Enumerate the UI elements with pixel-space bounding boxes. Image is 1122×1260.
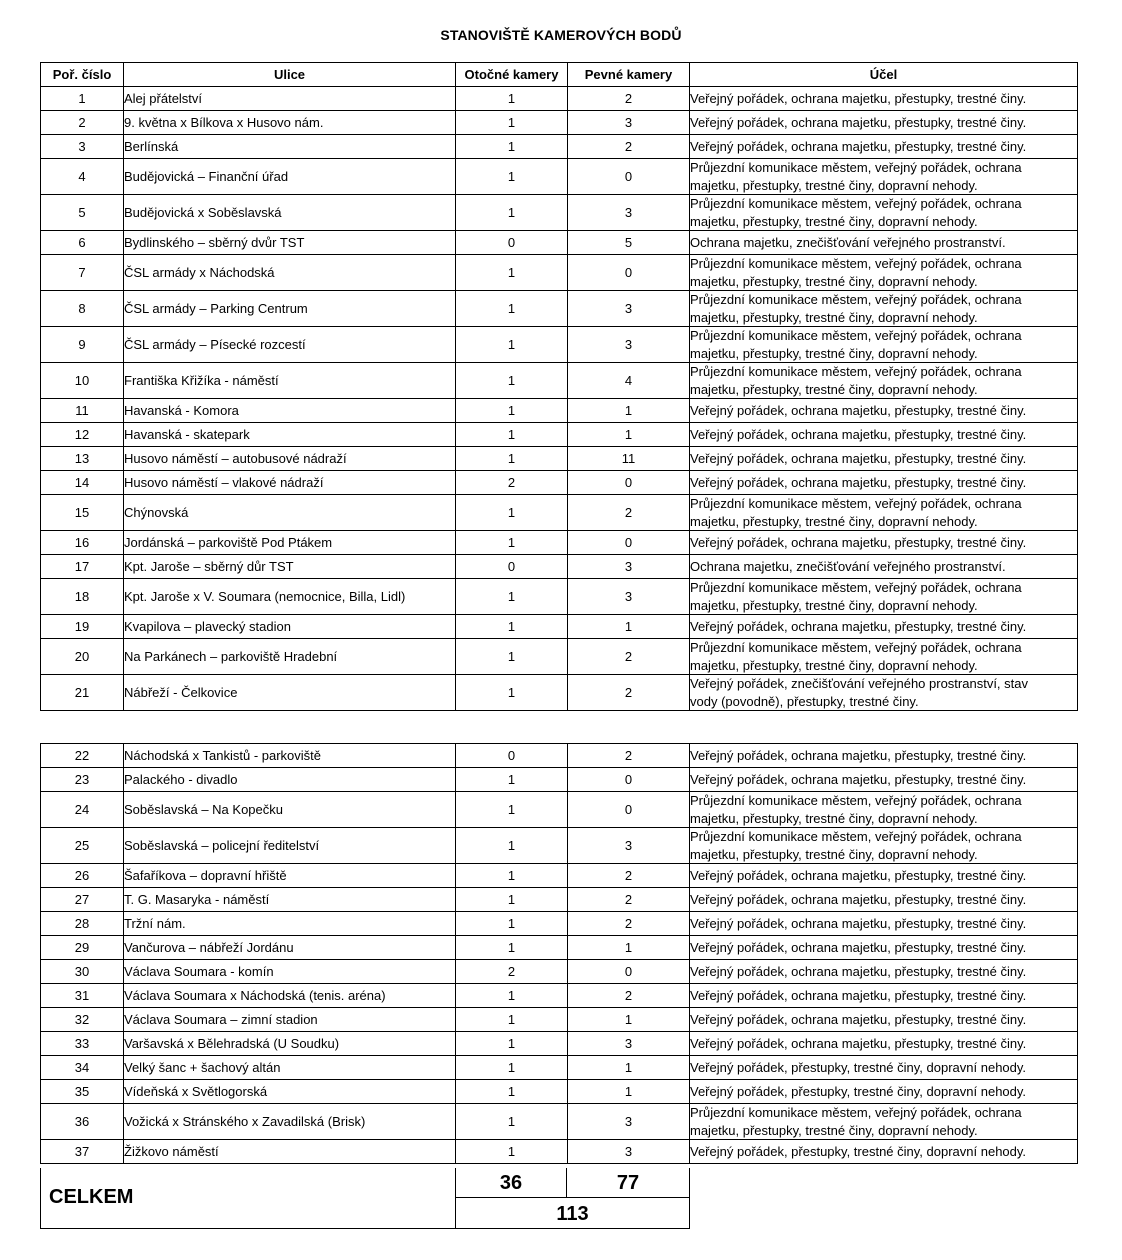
row-purpose: [690, 984, 1078, 1008]
row-fixed-cameras: 0: [568, 768, 690, 792]
row-street: Františka Křižíka - náměstí: [124, 363, 456, 399]
row-purpose: [690, 615, 1078, 639]
row-purpose: [690, 447, 1078, 471]
row-rotating-cameras: 1: [456, 495, 568, 531]
row-fixed-cameras: 2: [568, 675, 690, 711]
row-number: 30: [41, 960, 124, 984]
row-purpose: [690, 1104, 1078, 1140]
table-row: [41, 327, 1078, 363]
purpose-line: Veřejný pořádek, ochrana majetku, přestupky, trestné činy.: [690, 534, 1027, 550]
row-fixed-cameras: 3: [568, 828, 690, 864]
purpose-line: Průjezdní komunikace městem, veřejný pořádek, ochrana: [690, 364, 1022, 379]
row-rotating-cameras: 1: [456, 864, 568, 888]
purpose-line: Veřejný pořádek, ochrana majetku, přestupky, trestné činy.: [690, 138, 1027, 154]
row-number: 26: [41, 864, 124, 888]
row-rotating-cameras: 1: [456, 936, 568, 960]
row-fixed-cameras: 3: [568, 291, 690, 327]
row-number: 1: [41, 87, 124, 111]
row-fixed-cameras: 3: [568, 1104, 690, 1140]
row-rotating-cameras: 1: [456, 1140, 568, 1164]
row-street: Kpt. Jaroše x V. Soumara (nemocnice, Billa, Lidl): [124, 579, 456, 615]
row-street: Husovo náměstí – vlakové nádraží: [124, 471, 456, 495]
table-row: [41, 555, 1078, 579]
row-number: 25: [41, 828, 124, 864]
table-row: [41, 615, 1078, 639]
table-row: [41, 471, 1078, 495]
row-purpose: [690, 912, 1078, 936]
row-number: 14: [41, 471, 124, 495]
document-title: STANOVIŠTĚ KAMEROVÝCH BODŮ: [440, 27, 682, 43]
purpose-line: Průjezdní komunikace městem, veřejný pořádek, ochrana: [690, 196, 1022, 211]
table-row: [41, 792, 1078, 828]
table-row: [41, 195, 1078, 231]
total-fixed: 77: [566, 1168, 690, 1198]
table-row: [41, 579, 1078, 615]
row-purpose: [690, 1140, 1078, 1164]
row-number: 29: [41, 936, 124, 960]
row-rotating-cameras: 1: [456, 888, 568, 912]
row-rotating-cameras: 1: [456, 255, 568, 291]
table-row: [41, 399, 1078, 423]
row-rotating-cameras: 1: [456, 531, 568, 555]
row-rotating-cameras: 1: [456, 195, 568, 231]
row-street: Havanská - Komora: [124, 399, 456, 423]
row-number: 19: [41, 615, 124, 639]
row-rotating-cameras: 2: [456, 960, 568, 984]
row-purpose: [690, 195, 1078, 231]
purpose-line: Ochrana majetku, znečišťování veřejného prostranství.: [690, 234, 1006, 250]
row-rotating-cameras: 1: [456, 579, 568, 615]
row-street: Husovo náměstí – autobusové nádraží: [124, 447, 456, 471]
row-purpose: [690, 960, 1078, 984]
table-header-row: [41, 63, 1078, 87]
row-rotating-cameras: 1: [456, 1056, 568, 1080]
row-fixed-cameras: 3: [568, 195, 690, 231]
row-rotating-cameras: 1: [456, 423, 568, 447]
row-rotating-cameras: 1: [456, 828, 568, 864]
row-purpose: [690, 888, 1078, 912]
row-purpose: [690, 555, 1078, 579]
row-purpose: [690, 1080, 1078, 1104]
row-fixed-cameras: 11: [568, 447, 690, 471]
row-fixed-cameras: 2: [568, 744, 690, 768]
row-street: 9. května x Bílkova x Husovo nám.: [124, 111, 456, 135]
table-row: [41, 828, 1078, 864]
purpose-line: Veřejný pořádek, ochrana majetku, přestupky, trestné činy.: [690, 474, 1027, 490]
row-rotating-cameras: 1: [456, 327, 568, 363]
row-fixed-cameras: 1: [568, 615, 690, 639]
row-rotating-cameras: 1: [456, 615, 568, 639]
row-purpose: [690, 255, 1078, 291]
table-row: [41, 423, 1078, 447]
table-row: [41, 291, 1078, 327]
camera-table-part-2: [40, 743, 1078, 1164]
row-fixed-cameras: 2: [568, 495, 690, 531]
table-row: [41, 1080, 1078, 1104]
row-fixed-cameras: 2: [568, 135, 690, 159]
row-number: 33: [41, 1032, 124, 1056]
table-row: [41, 447, 1078, 471]
header-fixed: Pevné kamery: [568, 63, 690, 87]
row-street: Budějovická x Soběslavská: [124, 195, 456, 231]
table-row: [41, 135, 1078, 159]
row-number: 22: [41, 744, 124, 768]
purpose-line: Veřejný pořádek, ochrana majetku, přestupky, trestné činy.: [690, 915, 1027, 931]
row-street: ČSL armády – Parking Centrum: [124, 291, 456, 327]
table-row: [41, 675, 1078, 711]
row-street: Žižkovo náměstí: [124, 1140, 456, 1164]
row-purpose: [690, 639, 1078, 675]
row-street: T. G. Masaryka - náměstí: [124, 888, 456, 912]
table-row: [41, 1056, 1078, 1080]
purpose-line: Veřejný pořádek, ochrana majetku, přestupky, trestné činy.: [690, 963, 1027, 979]
row-rotating-cameras: 1: [456, 984, 568, 1008]
purpose-line: Průjezdní komunikace městem, veřejný pořádek, ochrana: [690, 640, 1022, 655]
table-row: [41, 1008, 1078, 1032]
row-street: Náchodská x Tankistů - parkoviště: [124, 744, 456, 768]
row-number: 6: [41, 231, 124, 255]
purpose-line: Průjezdní komunikace městem, veřejný pořádek, ochrana: [690, 580, 1022, 595]
row-number: 24: [41, 792, 124, 828]
row-rotating-cameras: 0: [456, 555, 568, 579]
row-rotating-cameras: 1: [456, 792, 568, 828]
row-rotating-cameras: 1: [456, 768, 568, 792]
row-number: 35: [41, 1080, 124, 1104]
purpose-line: Průjezdní komunikace městem, veřejný pořádek, ochrana: [690, 328, 1022, 343]
row-rotating-cameras: 1: [456, 363, 568, 399]
row-rotating-cameras: 1: [456, 1008, 568, 1032]
purpose-line: majetku, přestupky, trestné činy, dopravní nehody.: [690, 177, 978, 193]
purpose-line: majetku, přestupky, trestné činy, dopravní nehody.: [690, 1122, 978, 1138]
row-rotating-cameras: 1: [456, 399, 568, 423]
row-purpose: [690, 1032, 1078, 1056]
row-number: 36: [41, 1104, 124, 1140]
purpose-line: Ochrana majetku, znečišťování veřejného prostranství.: [690, 558, 1006, 574]
purpose-line: Veřejný pořádek, ochrana majetku, přestupky, trestné činy.: [690, 771, 1027, 787]
row-purpose: [690, 936, 1078, 960]
row-purpose: [690, 579, 1078, 615]
row-street: Budějovická – Finanční úřad: [124, 159, 456, 195]
purpose-line: majetku, přestupky, trestné činy, dopravní nehody.: [690, 345, 978, 361]
purpose-line: majetku, přestupky, trestné činy, dopravní nehody.: [690, 381, 978, 397]
row-purpose: [690, 231, 1078, 255]
row-number: 32: [41, 1008, 124, 1032]
purpose-line: majetku, přestupky, trestné činy, dopravní nehody.: [690, 513, 978, 529]
row-street: Velký šanc + šachový altán: [124, 1056, 456, 1080]
row-fixed-cameras: 1: [568, 399, 690, 423]
row-purpose: [690, 675, 1078, 711]
row-number: 31: [41, 984, 124, 1008]
row-number: 28: [41, 912, 124, 936]
row-purpose: [690, 768, 1078, 792]
row-number: 7: [41, 255, 124, 291]
row-rotating-cameras: 1: [456, 447, 568, 471]
row-number: 11: [41, 399, 124, 423]
row-fixed-cameras: 1: [568, 1080, 690, 1104]
camera-table-part-1: [40, 62, 1078, 711]
row-rotating-cameras: 1: [456, 639, 568, 675]
row-number: 15: [41, 495, 124, 531]
row-street: Palackého - divadlo: [124, 768, 456, 792]
row-street: Havanská - skatepark: [124, 423, 456, 447]
row-street: Kpt. Jaroše – sběrný důr TST: [124, 555, 456, 579]
totals-section: [40, 1168, 690, 1229]
row-rotating-cameras: 1: [456, 87, 568, 111]
header-street: Ulice: [124, 63, 456, 87]
row-street: ČSL armády x Náchodská: [124, 255, 456, 291]
purpose-line: majetku, přestupky, trestné činy, dopravní nehody.: [690, 213, 978, 229]
row-street: Vančurova – nábřeží Jordánu: [124, 936, 456, 960]
purpose-line: Průjezdní komunikace městem, veřejný pořádek, ochrana: [690, 829, 1022, 844]
row-number: 2: [41, 111, 124, 135]
row-purpose: [690, 135, 1078, 159]
purpose-line: vody (povodně), přestupky, trestné činy.: [690, 693, 919, 709]
purpose-line: majetku, přestupky, trestné činy, dopravní nehody.: [690, 810, 978, 826]
row-fixed-cameras: 0: [568, 255, 690, 291]
row-fixed-cameras: 3: [568, 579, 690, 615]
row-street: Václava Soumara - komín: [124, 960, 456, 984]
purpose-line: Veřejný pořádek, ochrana majetku, přestupky, trestné činy.: [690, 450, 1027, 466]
row-fixed-cameras: 0: [568, 792, 690, 828]
table-row: [41, 639, 1078, 675]
purpose-line: Průjezdní komunikace městem, veřejný pořádek, ochrana: [690, 292, 1022, 307]
header-number: Poř. číslo: [41, 63, 124, 87]
row-number: 34: [41, 1056, 124, 1080]
row-fixed-cameras: 0: [568, 159, 690, 195]
purpose-line: majetku, přestupky, trestné činy, dopravní nehody.: [690, 597, 978, 613]
table-row: [41, 159, 1078, 195]
row-street: ČSL armády – Písecké rozcestí: [124, 327, 456, 363]
table-row: [41, 936, 1078, 960]
purpose-line: Průjezdní komunikace městem, veřejný pořádek, ochrana: [690, 793, 1022, 808]
row-fixed-cameras: 2: [568, 888, 690, 912]
row-fixed-cameras: 2: [568, 984, 690, 1008]
row-number: 10: [41, 363, 124, 399]
purpose-line: Veřejný pořádek, ochrana majetku, přestupky, trestné činy.: [690, 939, 1027, 955]
purpose-line: Veřejný pořádek, ochrana majetku, přestupky, trestné činy.: [690, 426, 1027, 442]
purpose-line: Veřejný pořádek, ochrana majetku, přestupky, trestné činy.: [690, 891, 1027, 907]
purpose-line: Veřejný pořádek, ochrana majetku, přestupky, trestné činy.: [690, 90, 1027, 106]
row-rotating-cameras: 1: [456, 912, 568, 936]
row-fixed-cameras: 2: [568, 87, 690, 111]
row-purpose: [690, 159, 1078, 195]
table-row: [41, 984, 1078, 1008]
table-row: [41, 255, 1078, 291]
row-street: Vožická x Stránského x Zavadilská (Brisk): [124, 1104, 456, 1140]
row-fixed-cameras: 3: [568, 1140, 690, 1164]
purpose-line: Veřejný pořádek, znečišťování veřejného prostranství, stav: [690, 676, 1028, 691]
row-number: 18: [41, 579, 124, 615]
row-purpose: [690, 864, 1078, 888]
row-street: Václava Soumara x Náchodská (tenis. aréna): [124, 984, 456, 1008]
row-fixed-cameras: 0: [568, 471, 690, 495]
purpose-line: Veřejný pořádek, přestupky, trestné činy, dopravní nehody.: [690, 1143, 1027, 1159]
row-fixed-cameras: 0: [568, 960, 690, 984]
row-street: Soběslavská – policejní ředitelství: [124, 828, 456, 864]
row-rotating-cameras: 0: [456, 744, 568, 768]
row-rotating-cameras: 1: [456, 111, 568, 135]
row-fixed-cameras: 1: [568, 423, 690, 447]
row-purpose: [690, 792, 1078, 828]
purpose-line: majetku, přestupky, trestné činy, dopravní nehody.: [690, 657, 978, 673]
row-purpose: [690, 744, 1078, 768]
row-number: 16: [41, 531, 124, 555]
purpose-line: Veřejný pořádek, ochrana majetku, přestupky, trestné činy.: [690, 867, 1027, 883]
row-street: Berlínská: [124, 135, 456, 159]
row-number: 23: [41, 768, 124, 792]
purpose-line: Veřejný pořádek, ochrana majetku, přestupky, trestné činy.: [690, 402, 1027, 418]
row-street: Soběslavská – Na Kopečku: [124, 792, 456, 828]
total-all-cameras: 113: [455, 1197, 690, 1229]
purpose-line: Průjezdní komunikace městem, veřejný pořádek, ochrana: [690, 1105, 1022, 1120]
row-street: Na Parkánech – parkoviště Hradební: [124, 639, 456, 675]
row-fixed-cameras: 1: [568, 936, 690, 960]
row-fixed-cameras: 0: [568, 531, 690, 555]
table-row: [41, 912, 1078, 936]
row-fixed-cameras: 2: [568, 864, 690, 888]
row-number: 20: [41, 639, 124, 675]
table-row: [41, 531, 1078, 555]
row-number: 4: [41, 159, 124, 195]
purpose-line: Veřejný pořádek, ochrana majetku, přestupky, trestné činy.: [690, 114, 1027, 130]
header-rotating: Otočné kamery: [456, 63, 568, 87]
row-rotating-cameras: 0: [456, 231, 568, 255]
total-rotating: 36: [455, 1168, 567, 1198]
row-number: 3: [41, 135, 124, 159]
row-purpose: [690, 87, 1078, 111]
row-purpose: [690, 531, 1078, 555]
purpose-line: majetku, přestupky, trestné činy, dopravní nehody.: [690, 846, 978, 862]
row-purpose: [690, 399, 1078, 423]
table-row: [41, 363, 1078, 399]
row-street: Václava Soumara – zimní stadion: [124, 1008, 456, 1032]
table-row: [41, 744, 1078, 768]
row-fixed-cameras: 1: [568, 1008, 690, 1032]
totals-label: CELKEM: [49, 1186, 134, 1208]
row-number: 5: [41, 195, 124, 231]
row-rotating-cameras: 2: [456, 471, 568, 495]
row-rotating-cameras: 1: [456, 675, 568, 711]
row-number: 13: [41, 447, 124, 471]
row-purpose: [690, 363, 1078, 399]
purpose-line: Veřejný pořádek, ochrana majetku, přestupky, trestné činy.: [690, 1035, 1027, 1051]
purpose-line: Veřejný pořádek, ochrana majetku, přestupky, trestné činy.: [690, 618, 1027, 634]
purpose-line: majetku, přestupky, trestné činy, dopravní nehody.: [690, 309, 978, 325]
row-rotating-cameras: 1: [456, 291, 568, 327]
row-street: Šafaříkova – dopravní hřiště: [124, 864, 456, 888]
table-row: [41, 231, 1078, 255]
row-purpose: [690, 828, 1078, 864]
row-street: Bydlinského – sběrný dvůr TST: [124, 231, 456, 255]
row-purpose: [690, 1008, 1078, 1032]
purpose-line: Veřejný pořádek, přestupky, trestné činy, dopravní nehody.: [690, 1059, 1027, 1075]
table-row: [41, 111, 1078, 135]
row-fixed-cameras: 1: [568, 1056, 690, 1080]
table-row: [41, 960, 1078, 984]
table-row: [41, 495, 1078, 531]
row-street: Chýnovská: [124, 495, 456, 531]
row-street: Jordánská – parkoviště Pod Ptákem: [124, 531, 456, 555]
table-row: [41, 864, 1078, 888]
row-fixed-cameras: 3: [568, 327, 690, 363]
row-rotating-cameras: 1: [456, 159, 568, 195]
row-number: 27: [41, 888, 124, 912]
row-street: Vídeňská x Světlogorská: [124, 1080, 456, 1104]
row-street: Tržní nám.: [124, 912, 456, 936]
row-fixed-cameras: 3: [568, 1032, 690, 1056]
row-number: 37: [41, 1140, 124, 1164]
row-street: Alej přátelství: [124, 87, 456, 111]
table-row: [41, 1140, 1078, 1164]
row-purpose: [690, 1056, 1078, 1080]
row-purpose: [690, 423, 1078, 447]
table-row: [41, 87, 1078, 111]
row-fixed-cameras: 3: [568, 555, 690, 579]
row-purpose: [690, 495, 1078, 531]
row-purpose: [690, 111, 1078, 135]
row-number: 12: [41, 423, 124, 447]
row-rotating-cameras: 1: [456, 1032, 568, 1056]
purpose-line: Průjezdní komunikace městem, veřejný pořádek, ochrana: [690, 256, 1022, 271]
row-rotating-cameras: 1: [456, 1080, 568, 1104]
purpose-line: Veřejný pořádek, ochrana majetku, přestupky, trestné činy.: [690, 987, 1027, 1003]
row-number: 17: [41, 555, 124, 579]
purpose-line: Veřejný pořádek, ochrana majetku, přestupky, trestné činy.: [690, 747, 1027, 763]
table-row: [41, 1032, 1078, 1056]
purpose-line: majetku, přestupky, trestné činy, dopravní nehody.: [690, 273, 978, 289]
row-number: 21: [41, 675, 124, 711]
row-fixed-cameras: 5: [568, 231, 690, 255]
row-rotating-cameras: 1: [456, 135, 568, 159]
row-street: Kvapilova – plavecký stadion: [124, 615, 456, 639]
header-purpose: Účel: [690, 63, 1078, 87]
row-number: 8: [41, 291, 124, 327]
totals-label-cell: [40, 1168, 456, 1229]
table-row: [41, 1104, 1078, 1140]
row-fixed-cameras: 2: [568, 639, 690, 675]
purpose-line: Veřejný pořádek, ochrana majetku, přestupky, trestné činy.: [690, 1011, 1027, 1027]
row-fixed-cameras: 2: [568, 912, 690, 936]
row-rotating-cameras: 1: [456, 1104, 568, 1140]
table-row: [41, 768, 1078, 792]
row-street: Nábřeží - Čelkovice: [124, 675, 456, 711]
row-purpose: [690, 471, 1078, 495]
row-number: 9: [41, 327, 124, 363]
purpose-line: Průjezdní komunikace městem, veřejný pořádek, ochrana: [690, 496, 1022, 511]
row-fixed-cameras: 3: [568, 111, 690, 135]
row-purpose: [690, 291, 1078, 327]
row-street: Varšavská x Bělehradská (U Soudku): [124, 1032, 456, 1056]
row-fixed-cameras: 4: [568, 363, 690, 399]
table-row: [41, 888, 1078, 912]
purpose-line: Průjezdní komunikace městem, veřejný pořádek, ochrana: [690, 160, 1022, 175]
purpose-line: Veřejný pořádek, přestupky, trestné činy, dopravní nehody.: [690, 1083, 1027, 1099]
row-purpose: [690, 327, 1078, 363]
